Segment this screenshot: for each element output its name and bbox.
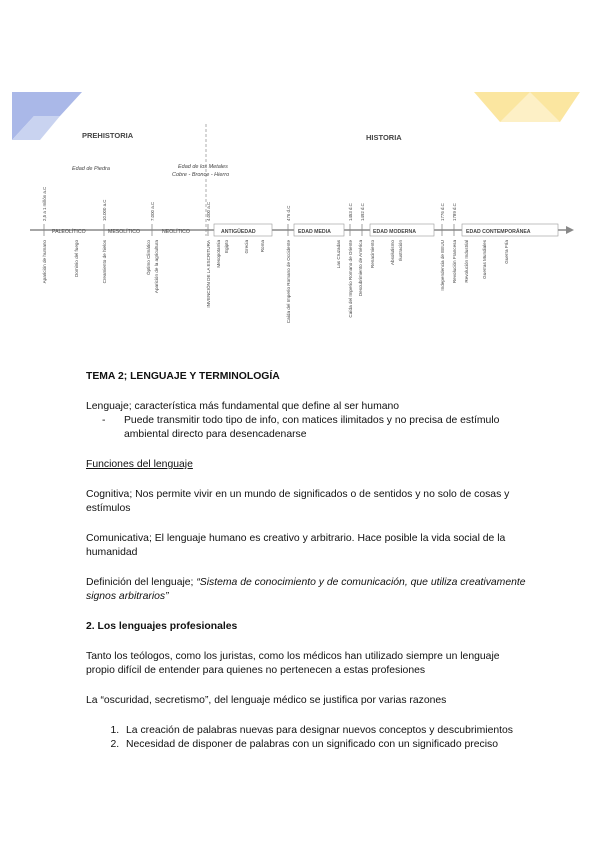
cognitiva-paragraph: Cognitiva; Nos permite vivir en un mundo de significados o de sentidos y no solo de cosas y estímulos — [86, 489, 510, 514]
edad-metales-line1: Edad de los Metales — [178, 164, 228, 170]
history-timeline — [0, 118, 599, 363]
event-revolucion-industrial: Revolución Industrial — [464, 240, 469, 283]
event-optimo-climatico: Óptimo Climático — [146, 240, 151, 275]
period-antiguedad: ANTIGÜEDAD — [221, 229, 256, 235]
period-edad-media: EDAD MEDIA — [298, 229, 331, 235]
list-item: 2. Necesidad de disponer de palabras con un significado con un significado preciso — [122, 738, 526, 752]
event-guerras-mundiales: Guerras Mundiales — [482, 240, 487, 279]
reasons-list — [86, 724, 526, 752]
bullet-dash: - — [102, 415, 106, 426]
date-8: 1776 d.C — [440, 203, 445, 221]
period-paleolitico: PALEOLÍTICO — [52, 229, 86, 235]
definicion-prefix: Definición del lenguaje; — [86, 577, 197, 588]
list-item: 1. La creación de palabras nuevas para designar nuevos conceptos y descubrimientos — [122, 724, 526, 738]
date-6: 1453 d.C — [348, 203, 353, 221]
historia-label: HISTORIA — [366, 133, 402, 142]
event-aparicion-humano: Aparición de humano — [42, 240, 47, 284]
document-title: TEMA 2; LENGUAJE Y TERMINOLOGÍA — [86, 371, 280, 382]
period-edad-moderna: EDAD MODERNA — [373, 229, 416, 235]
bullet-text: Puede transmitir todo tipo de info, con matices ilimitados y no precisa de estímulo ambiental directo para desencadenarse — [124, 415, 500, 440]
period-edad-contemporanea: EDAD CONTEMPORÁNEA — [466, 229, 531, 235]
lenguaje-definition: Lenguaje; característica más fundamental que define al ser humano — [86, 401, 400, 412]
period-mesolitico: MESOLÍTICO — [108, 229, 140, 235]
event-roma: Roma — [260, 240, 265, 253]
event-caida-occidente: Caída del Imperio Romano de Occidente — [286, 240, 291, 324]
document-body — [86, 370, 526, 752]
event-guerra-fria: Guerra Fría — [504, 240, 509, 264]
event-creamiento-hielos: Creamiento de hielos — [102, 240, 107, 284]
prehistoria-label: PREHISTORIA — [82, 131, 134, 140]
event-egipto: Egipto — [224, 240, 229, 254]
date-1: 2,5 a 1 millón a.C — [42, 186, 47, 221]
section2-title: 2. Los lenguajes profesionales — [86, 621, 238, 632]
date-4: 4.000 a.C — [206, 201, 211, 221]
event-mesopotamia: Mesopotamia — [216, 240, 221, 268]
date-3: 7.000 a.C — [150, 201, 155, 221]
definicion-quote: “Sistema de conocimiento y de comunicación, que utiliza creativamente signos arbitrarios” — [86, 577, 526, 602]
edad-metales-line2: Cobre - Bronce - Hierro — [172, 172, 230, 178]
event-escritura: INVENCIÓN DE LA ESCRITURA — [206, 240, 211, 308]
comunicativa-paragraph: Comunicativa; El lenguaje humano es creativo y arbitrario. Hace posible la vida social de la humanidad — [86, 533, 506, 558]
oscuridad-paragraph: La “oscuridad, secretismo”, del lenguaje médico se justifica por varias razones — [86, 695, 447, 706]
event-cruzadas: Las Cruzadas — [336, 240, 341, 269]
timeline-arrow — [566, 226, 574, 234]
event-revolucion-francesa: Revolución Francesa — [452, 240, 457, 284]
event-descubrimiento-america: Descubrimiento de América — [358, 240, 363, 297]
event-ilustracion: Ilustración — [398, 240, 403, 261]
event-renacimiento: Renacimiento — [370, 240, 375, 269]
event-caida-oriente: Caída del Imperio Romano de Oriente — [348, 240, 353, 318]
definicion-paragraph — [86, 576, 526, 604]
event-independencia-eeuu: Independencia de EEUU — [440, 240, 445, 291]
period-neolitico: NEOLÍTICO — [162, 229, 190, 235]
event-absolutismo: Absolutismo — [390, 240, 395, 266]
bullet-item — [102, 414, 526, 442]
date-5: 476 d.C — [286, 205, 291, 221]
edad-piedra-label: Edad de Piedra — [72, 166, 110, 172]
date-2: 10.000 a.C — [102, 199, 107, 221]
funciones-heading: Funciones del lenguaje — [86, 459, 193, 470]
event-dominio-fuego: Dominio del fuego — [74, 240, 79, 278]
event-grecia: Grecia — [244, 240, 249, 254]
date-9: 1789 d.C — [452, 203, 457, 221]
date-7: 1492 d.C — [360, 203, 365, 221]
event-agricultura: Aparición de la agricultura — [154, 240, 159, 294]
teologos-paragraph: Tanto los teólogos, como los juristas, como los médicos han utilizado siempre un lenguaje propio difícil de entender para quienes no pertenecen a estas profesiones — [86, 651, 500, 676]
